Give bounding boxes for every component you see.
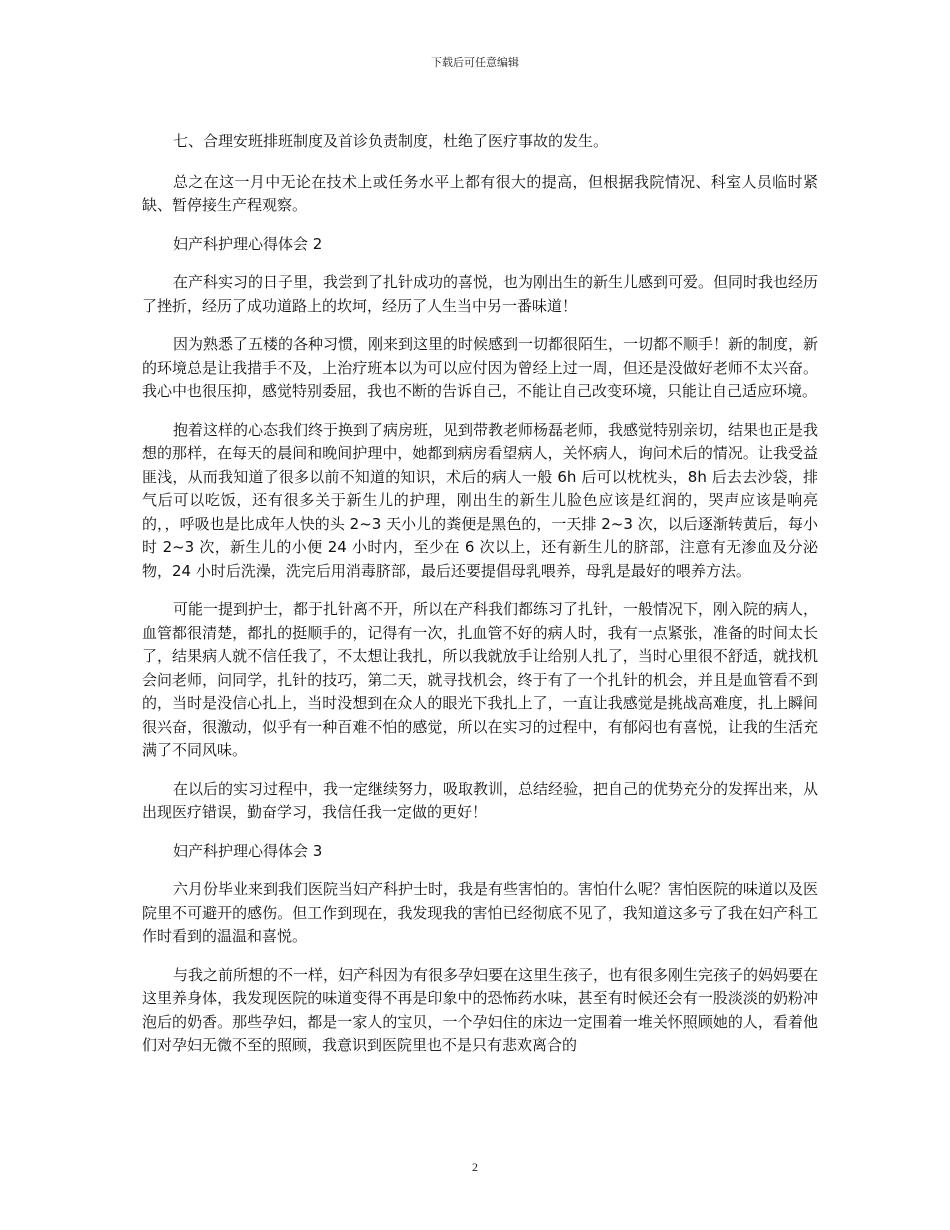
page-number: 2 (472, 1160, 478, 1174)
paragraph-2: 总之在这一月中无论在技术上或任务水平上都有很大的提高，但根据我院情况、科室人员临时紧缺、暂停接生产程观察。 (142, 172, 818, 214)
paragraph-7: 在以后的实习过程中，我一定继续努力，吸取教训，总结经验，把自己的优势充分的发挥出来，从出现医疗错误，勤奋学习，我信任我一定做的更好！ (142, 779, 819, 821)
page-header: 下载后可任意编辑 (431, 56, 519, 69)
paragraph-8: 六月份毕业来到我们医院当妇产科护士时，我是有些害怕的。害怕什么呢？害怕医院的味道以及医院里不可避开的感伤。但工作到现在，我发现我的害怕已经彻底不见了，我知道这多亏了我在妇产科工作时看到的温温和喜悦。 (142, 880, 819, 945)
paragraph-3: 在产科实习的日子里，我尝到了扎针成功的喜悦，也为刚出生的新生儿感到可爱。但同时我也经历了挫折，经历了成功道路上的坎坷，经历了人生当中另一番味道！ (142, 273, 819, 315)
paragraph-6: 可能一提到护士，都于扎针离不开，所以在产科我们都练习了扎针，一般情况下，刚入院的病人，血管都很清楚，都扎的挺顺手的，记得有一次，扎血管不好的病人时，我有一点紧张，准备的时间太长了，结果病人就不信任我了，不太想让我扎，所以我就放手让给别人扎了，当时心里很不舒适，就找机会问老师，问同学，扎针的技巧，第二天，就寻找机会，终于有了一个扎针的机会，并且是血管看不到的，当时是没信心扎上，当时没想到在众人的眼光下我扎上了，一直让我感觉是挑战高难度，扎上瞬间很兴奋，很激动，似乎有一种百难不怕的感觉，所以在实习的过程中，有郁闷也有喜悦，让我的生活充满了不同风味。 (142, 600, 819, 759)
section-heading-3: 妇产科护理心得体会 3 (173, 841, 323, 860)
paragraph-4: 因为熟悉了五楼的各种习惯，刚来到这里的时候感到一切都很陌生，一切都不顺手！新的制度，新的环境总是让我措手不及，上治疗班本以为可以应付因为曾经上过一周，但还是没做好老师不太兴奋。我心中也很压抑，感觉特别委屈，我也不断的告诉自己，不能让自己改变环境，只能让自己适应环境。 (142, 335, 819, 400)
paragraph-5: 抱着这样的心态我们终于换到了病房班，见到带教老师杨磊老师，我感觉特别亲切，结果也正是我想的那样，在每天的晨间和晚间护理中，她都到病房看望病人，关怀病人，询问术后的情况。让我受益匪浅，从而我知道了很多以前不知道的知识，术后的病人一般 6h 后可以枕枕头，8h 后去去沙袋，排气后可以吃饭，还有很多关于新生儿的护理，刚出生的新生儿脸色应该是红润的，哭声应该是响亮的，，呼吸也是比成年人快的头 2~3 天小儿的粪便是黑色的，一天排 2~3 次，以后逐渐转黄后，每小时 2~3 次，新生儿的小便 24 小时内，至少在 6 次以上，还有新生儿的脐部，注意有无渗血及分泌物，24 小时后洗澡，洗完后用消毒脐部，最后还要提倡母乳喂养，母乳是最好的喂养方法。 (142, 420, 819, 580)
document-body (142, 130, 818, 1058)
section-heading-2: 妇产科护理心得体会 2 (173, 234, 323, 253)
paragraph-1: 七、合理安班排班制度及首诊负责制度，杜绝了医疗事故的发生。 (173, 132, 609, 150)
paragraph-9: 与我之前所想的不一样，妇产科因为有很多孕妇要在这里生孩子，也有很多刚生完孩子的妈妈要在这里养身体，我发现医院的味道变得不再是印象中的恐怖药水味，甚至有时候还会有一股淡淡的奶粉冲泡后的奶香。那些孕妇，都是一家人的宝贝，一个孕妇住的床边一定围着一堆关怀照顾她的人，看着他们对孕妇无微不至的照顾，我意识到医院里也不是只有悲欢离合的 (142, 965, 819, 1054)
